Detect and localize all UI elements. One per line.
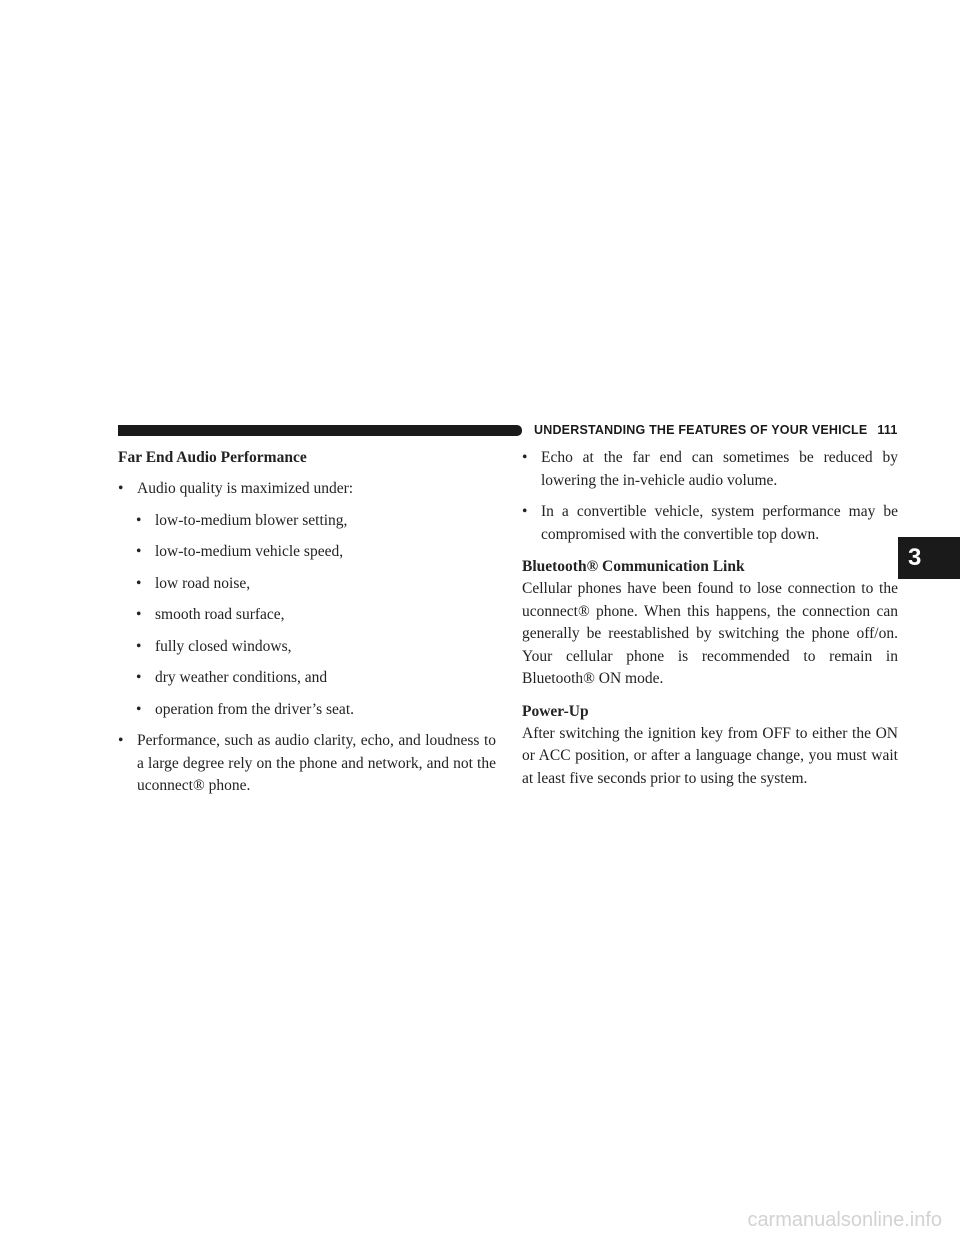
- bullet-icon: •: [136, 606, 142, 623]
- page-number: 111: [877, 423, 898, 437]
- bullet-icon: •: [136, 511, 142, 529]
- list-item: • smooth road surface,: [118, 604, 496, 627]
- far-end-audio-heading: Far End Audio Performance: [118, 449, 307, 466]
- bullet-icon: •: [118, 480, 124, 497]
- bullet-icon: •: [522, 503, 528, 520]
- list-item: • operation from the driver’s seat.: [118, 699, 496, 722]
- right-column: [522, 447, 898, 790]
- bullet-icon: •: [522, 449, 528, 466]
- bullet-icon: •: [118, 732, 124, 749]
- left-column: [118, 447, 496, 798]
- audio-bullet-list: [118, 478, 496, 798]
- header-title: UNDERSTANDING THE FEATURES OF YOUR VEHICLE: [534, 423, 868, 437]
- list-item: • dry weather conditions, and: [118, 667, 496, 690]
- list-item: • low-to-medium blower setting,: [118, 510, 496, 533]
- list-item: • Audio quality is maximized under:: [118, 478, 496, 501]
- chapter-number: 3: [908, 544, 922, 571]
- list-item: • low road noise,: [118, 573, 496, 596]
- bullet-icon: •: [136, 543, 142, 560]
- bullet-icon: •: [136, 637, 142, 655]
- bullet-icon: •: [136, 700, 142, 718]
- power-up-heading: Power-Up: [522, 702, 589, 720]
- list-item: • Performance, such as audio clarity, echo, and loudness to a large degree rely on the phone and network, and not the uconnect® phone.: [118, 732, 496, 794]
- watermark: carmanualsonline.info: [747, 1209, 942, 1231]
- chapter-tab: [898, 537, 960, 579]
- header-bar: [118, 425, 522, 436]
- bluetooth-paragraph: Cellular phones have been found to lose connection to the uconnect® phone. When this happens, the connection can generally be reestablished by switching the phone off/on. Your cellular phone is recommended to remain in Bluetooth® ON mode.: [522, 580, 898, 687]
- power-up-paragraph: After switching the ignition key from OFF to either the ON or ACC position, or after a language change, you must wait at least five seconds prior to using the system.: [522, 724, 898, 787]
- bluetooth-heading: Bluetooth® Communication Link: [522, 558, 745, 575]
- list-item: • In a convertible vehicle, system performance may be compromised with the convertible top down.: [522, 503, 898, 543]
- running-header: [534, 423, 898, 437]
- list-item: • Echo at the far end can sometimes be reduced by lowering the in-vehicle audio volume.: [522, 449, 898, 489]
- bullet-icon: •: [136, 574, 142, 592]
- list-item: • fully closed windows,: [118, 636, 496, 659]
- bullet-icon: •: [136, 669, 142, 686]
- echo-bullet-list: [522, 447, 898, 546]
- list-item: • low-to-medium vehicle speed,: [118, 541, 496, 564]
